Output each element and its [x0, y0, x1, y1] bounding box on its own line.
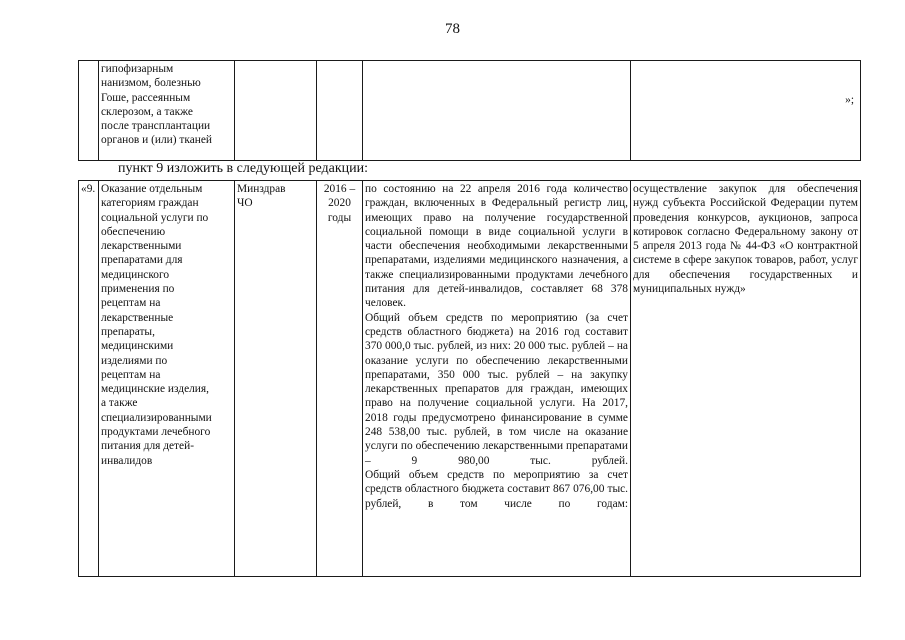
cell-name: [99, 181, 235, 577]
cell-name: [99, 61, 235, 161]
table-row: [79, 181, 861, 577]
cell-number: [79, 181, 99, 577]
item-number: «9.: [81, 183, 96, 195]
cell-description: [363, 61, 631, 161]
cell-number: [79, 61, 99, 161]
cell-result: [631, 181, 861, 577]
closing-quote: »;: [845, 94, 854, 106]
page-number: 78: [445, 21, 460, 37]
item-result: осуществление закупок для обеспечения нужд субъекта Российской Федерации путем проведения конкурсов, аукционов, запроса котировок согласно Федеральному закону от 5 апреля 2013 года № 44-ФЗ «О контрактной системе в сфере закупок товаров, работ, услуг для обеспечения государственных и муниципальных нужд»: [633, 183, 858, 296]
cell-executor: [235, 181, 317, 577]
cell-executor: [235, 61, 317, 161]
table-continuation: [78, 60, 861, 161]
item-period: 2016 – 2020 годы: [323, 183, 356, 224]
description-paragraph: по состоянию на 22 апреля 2016 года количество граждан, включенных в Федеральный регистр лиц, имеющих право на получение государственной социальной помощи в виде социальной услуги в части обеспечения необходимыми лекарственными препаратами, изделиями медицинского назначения, а также специализированными продуктами лечебного питания для детей-инвалидов, составляет 68 378 человек.: [365, 183, 628, 310]
cell-result: [631, 61, 861, 161]
item-name: Оказание отдельным категориям граждан социальной услуги по обеспечению лекарственными препаратами для медицинского применения по рецептам на лекарственные препараты, медицинскими изделиями по рецептам на медицинские изделия, а также специализированными продуктами лечебного питания для детей- инвалидов: [101, 183, 212, 467]
table-row: [79, 61, 861, 161]
cell-period: [317, 181, 363, 577]
item-executor: Минздрав ЧО: [237, 183, 286, 210]
description-paragraph: Общий объем средств по мероприятию (за счет средств областного бюджета) на 2016 год составит 370 000,0 тыс. рублей, из них: 20 000 тыс. рублей – на оказание услуги по обеспечению лекарственными препаратами, 350 000 тыс. рублей – на закупку лекарственных препаратов для граждан, имеющих право на получение социальной услуги. На 2017, 2018 годы предусмотрено финансирование в сумме 248 538,00 тыс. рублей, в том числе на оказание услуги по обеспечению лекарственными препаратами – 9 980,00 тыс. рублей.: [365, 311, 628, 467]
amendment-instruction: пункт 9 изложить в следующей редакции:: [118, 161, 368, 176]
cell-description: [363, 181, 631, 577]
description-paragraph: Общий объем средств по мероприятию за счет средств областного бюджета составит 867 076,00 тыс. рублей, в том числе по годам:: [365, 468, 628, 510]
table-item-9: [78, 180, 861, 577]
cell-period: [317, 61, 363, 161]
cell-name-text: гипофизарным нанизмом, болезнью Гоше, рассеянным склерозом, а также после трансплантации органов и (или) тканей: [101, 63, 213, 147]
